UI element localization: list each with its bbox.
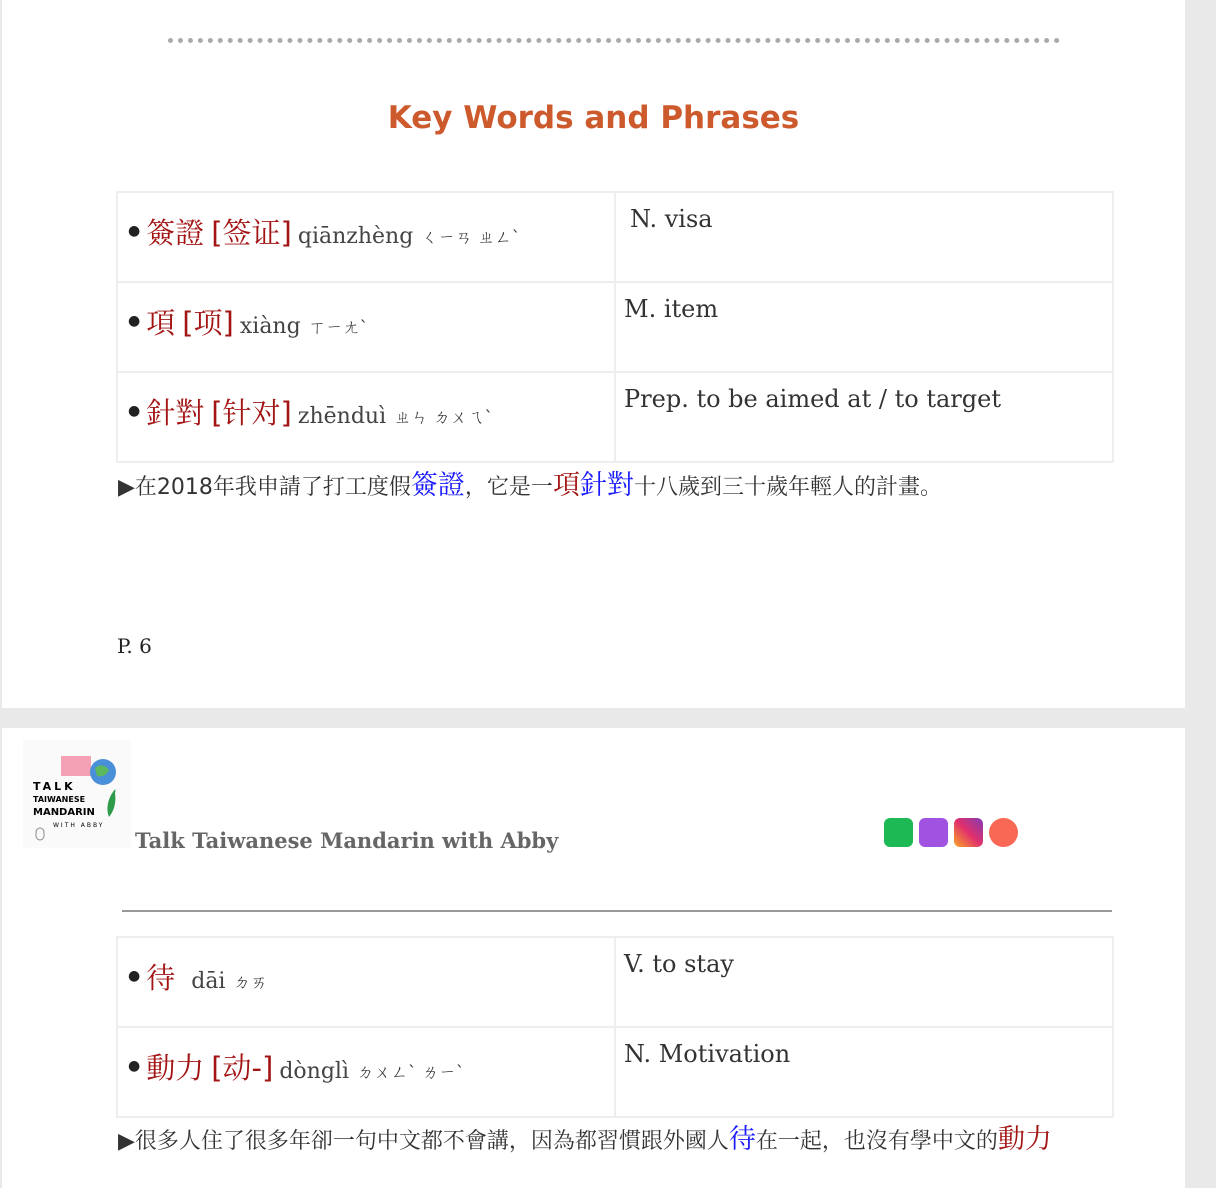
pinyin: dònglì xyxy=(279,1059,349,1084)
page-6 xyxy=(2,0,1185,708)
svg-text:TALK: TALK xyxy=(33,780,76,793)
apple-podcasts-icon[interactable] xyxy=(919,818,948,847)
pinyin: qiānzhèng xyxy=(297,224,414,249)
sentence-text: ▶在2018年我申請了打工度假 xyxy=(118,475,411,500)
bopomofo: ㄒㄧㄤˋ xyxy=(308,318,369,338)
page-7 xyxy=(2,728,1185,1188)
dotted-divider xyxy=(168,38,1060,43)
term-traditional: 動力 xyxy=(146,1051,205,1085)
table-row: ● 簽證 [签证] qiānzhèng ㄑㄧㄢ ㄓㄥˋ N. visa xyxy=(117,192,1113,282)
sentence-text: ，它是一 xyxy=(464,475,553,500)
patreon-icon[interactable] xyxy=(989,818,1018,847)
highlight-term: 簽證 xyxy=(410,470,465,501)
term-traditional: 針對 xyxy=(146,396,205,430)
section-title: Key Words and Phrases xyxy=(387,100,800,136)
sentence-text: 在一起，也沒有學中文的 xyxy=(755,1129,998,1154)
term-traditional: 項 xyxy=(146,306,176,340)
definition: V. to stay xyxy=(624,950,734,978)
sentence-text: ▶很多人住了很多年卻一句中文都不會講，因為都習慣跟外國人 xyxy=(118,1129,729,1154)
term-simplified: [针对] xyxy=(211,396,292,430)
pinyin: zhēnduì xyxy=(297,404,387,429)
bopomofo: ㄑㄧㄢ ㄓㄥˋ xyxy=(421,228,521,248)
header-divider xyxy=(122,910,1112,912)
highlight-term: 針對 xyxy=(579,470,634,501)
highlight-term: 項 xyxy=(552,470,580,501)
pinyin: xiàng xyxy=(239,314,301,339)
example-sentence xyxy=(118,1120,1108,1162)
pinyin: dāi xyxy=(191,969,226,994)
table-row: ● 項 [项] xiàng ㄒㄧㄤˋ M. item xyxy=(117,282,1113,372)
term-simplified: [动-] xyxy=(211,1051,274,1085)
term-traditional: 待 xyxy=(146,961,176,995)
highlight-term: 待 xyxy=(728,1124,756,1155)
spotify-icon[interactable] xyxy=(884,818,913,847)
definition: N. Motivation xyxy=(624,1040,791,1068)
highlight-term: 動力 xyxy=(997,1124,1052,1155)
definition: N. visa xyxy=(630,205,713,233)
vocab-table xyxy=(116,191,1114,463)
svg-text:WITH ABBY: WITH ABBY xyxy=(53,822,105,829)
bopomofo: ㄉㄞ xyxy=(233,973,268,993)
vocab-table xyxy=(116,936,1114,1118)
bopomofo: ㄓㄣ ㄉㄨㄟˋ xyxy=(394,408,494,428)
page-number: P. 6 xyxy=(117,634,152,658)
instagram-icon[interactable] xyxy=(954,818,983,847)
table-row: ● 動力 [动-] dònglì ㄉㄨㄥˋ ㄌㄧˋ N. Motivation xyxy=(117,1027,1113,1117)
svg-text:TAIWANESE: TAIWANESE xyxy=(33,795,86,804)
term-simplified: [签证] xyxy=(211,216,292,250)
example-sentence xyxy=(118,466,1108,508)
definition: Prep. to be aimed at / to target xyxy=(624,385,1001,413)
definition: M. item xyxy=(624,295,719,323)
bopomofo: ㄉㄨㄥˋ ㄌㄧˋ xyxy=(356,1063,465,1083)
sentence-text: 十八歲到三十歲年輕人的計畫。 xyxy=(633,475,942,500)
table-row: ● 針對 [针对] zhēnduì ㄓㄣ ㄉㄨㄟˋ Prep. to be aimed at / to target xyxy=(117,372,1113,462)
brand-name: Talk Taiwanese Mandarin with Abby xyxy=(135,828,559,853)
podcast-logo xyxy=(23,740,131,848)
term-traditional: 簽證 xyxy=(146,216,205,250)
term-simplified: [项] xyxy=(182,306,234,340)
svg-text:MANDARIN: MANDARIN xyxy=(33,807,95,818)
table-row: ● 待 dāi ㄉㄞ V. to stay xyxy=(117,937,1113,1027)
